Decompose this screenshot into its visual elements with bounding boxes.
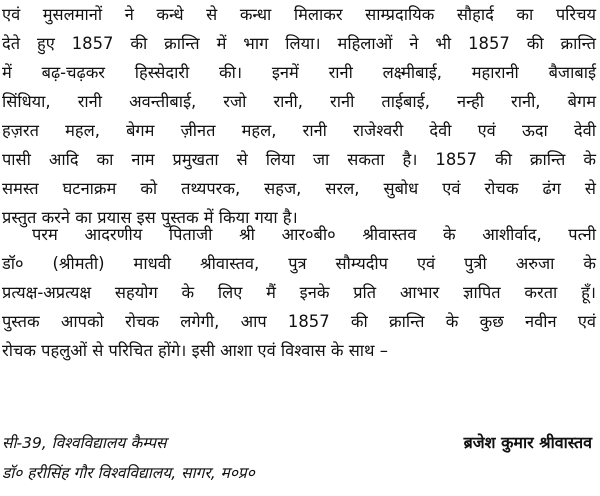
paragraph-line: पुस्तक आपको रोचक लगेगी, आप 1857 की क्रान्ति के कुछ नवीन एवं [2, 312, 596, 331]
paragraph-line: सिंधिया, रानी अवन्तीबाई, रजो रानी, रानी ताईबाई, नन्ही रानी, बेगम [2, 92, 596, 111]
paragraph-1 [0, 0, 600, 232]
address-line-1: सी-39, विश्वविद्यालय कैम्पस [2, 434, 167, 452]
paragraph-line: हज़रत महल, बेगम ज़ीनत महल, रानी राजेश्वरी देवी एवं ऊदा देवी [2, 121, 596, 140]
paragraph-line: पासी आदि का नाम प्रमुखता से लिया जा सकता है। 1857 की क्रान्ति के [2, 150, 596, 169]
paragraph-line: रोचक पहलुओं से परिचित होंगे। इसी आशा एवं विश्वास के साथ – [2, 341, 388, 360]
paragraph-line: देते हुए 1857 की क्रान्ति में भाग लिया। महिलाओं ने भी 1857 की क्रान्ति [2, 34, 596, 53]
address-line-2: डॉ० हरीसिंह गौर विश्वविद्यालय, सागर, म०प्र० [2, 464, 255, 482]
paragraph-line: में बढ़-चढ़कर हिस्सेदारी की। इनमें रानी लक्ष्मीबाई, महारानी बैजाबाई [2, 63, 596, 82]
paragraph-2 [0, 220, 600, 365]
author-name: ब्रजेश कुमार श्रीवास्तव [463, 433, 592, 452]
paragraph-line: प्रत्यक्ष-अप्रत्यक्ष सहयोग के लिए मैं इनके प्रति आभार ज्ञापित करता हूँ। [2, 283, 596, 302]
paragraph-line: प्रस्तुत करने का प्रयास इस पुस्तक में किया गया है। [2, 208, 298, 227]
paragraph-line: डॉ० (श्रीमती) माधवी श्रीवास्तव, पुत्र सौम्यदीप एवं पुत्री अरुजा के [2, 254, 596, 273]
paragraph-line: परम आदरणीय पिताजी श्री आर०बी० श्रीवास्तव के आशीर्वाद, पत्नी [32, 225, 596, 244]
paragraph-line: एवं मुसलमानों ने कन्धे से कन्धा मिलाकर साम्प्रदायिक सौहार्द का परिचय [2, 5, 596, 24]
paragraph-line: समस्त घटनाक्रम को तथ्यपरक, सहज, सरल, सुबोध एवं रोचक ढंग से [2, 179, 596, 198]
